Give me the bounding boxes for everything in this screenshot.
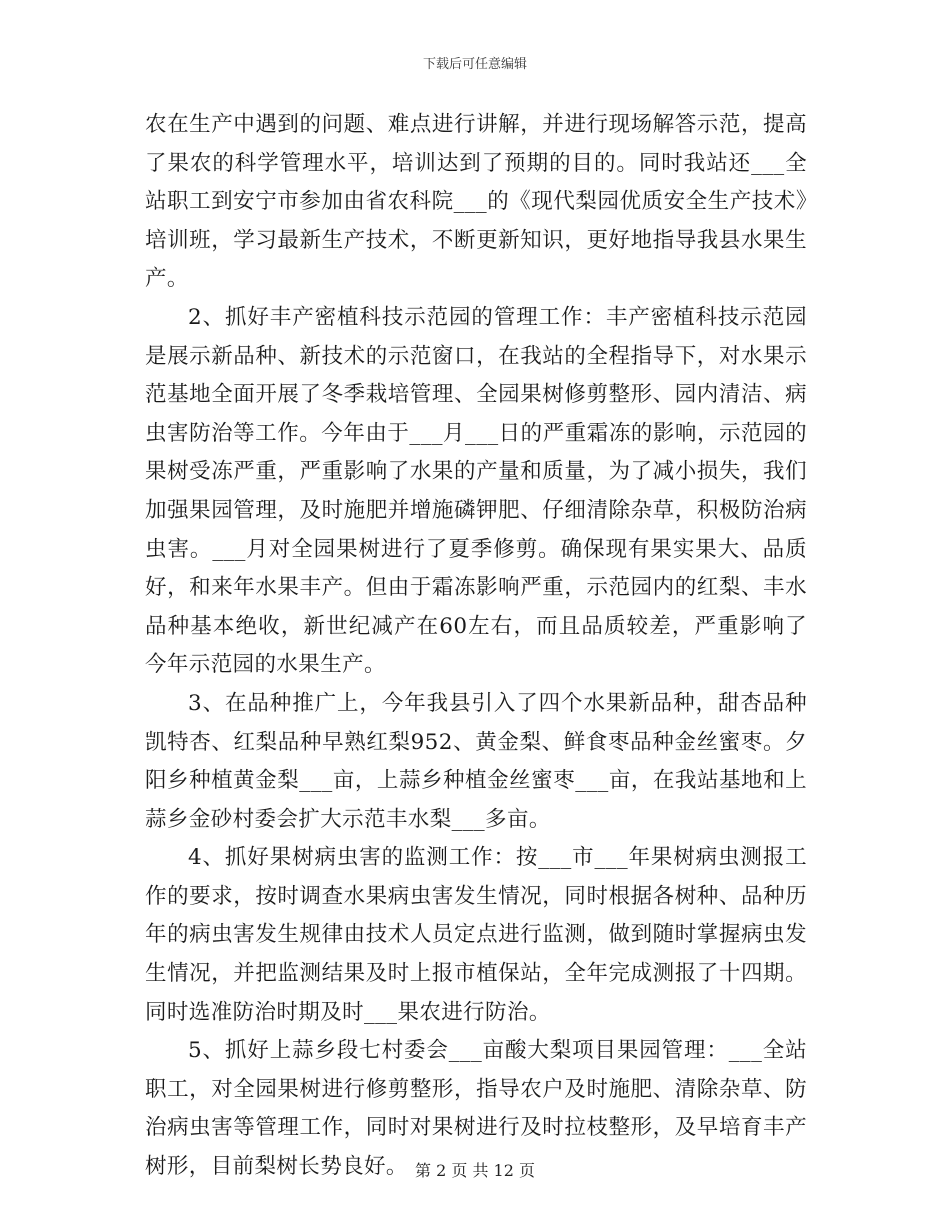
paragraph-continuation: 农在生产中遇到的问题、难点进行讲解，并进行现场解答示范，提高了果农的科学管理水平，培训达到了预期的目的。同时我站还___全站职工到安宁市参加由省农科院___的《现代梨园优质安全生产技术》培训班，学习最新生产技术，不断更新知识，更好地指导我县水果生产。: [145, 112, 807, 292]
paragraph-item-5: 5、抓好上蒜乡段七村委会___亩酸大梨项目果园管理：___全站职工，对全园果树进行修剪整形，指导农户及时施肥、清除杂草、防治病虫害等管理工作，同时对果树进行及时拉枝整形，及早培育丰产树形，目前梨树长势良好。: [145, 1038, 807, 1180]
paragraph-item-3: 3、在品种推广上，今年我县引入了四个水果新品种，甜杏品种凯特杏、红梨品种早熟红梨952、黄金梨、鲜食枣品种金丝蜜枣。夕阳乡种植黄金梨___亩，上蒜乡种植金丝蜜枣___亩，在我站基地和上蒜乡金砂村委会扩大示范丰水梨___多亩。: [145, 690, 807, 832]
paragraph-item-4: 4、抓好果树病虫害的监测工作：按___市___年果树病虫测报工作的要求，按时调查水果病虫害发生情况，同时根据各树种、品种历年的病虫害发生规律由技术人员定点进行监测，做到随时掌握病虫发生情况，并把监测结果及时上报市植保站，全年完成测报了十四期。同时选准防治时期及时___果农进行防治。: [145, 845, 807, 1025]
page-number-footer: 第 2 页 共 12 页: [415, 1161, 535, 1180]
paragraph-item-2: 2、抓好丰产密植科技示范园的管理工作：丰产密植科技示范园是展示新品种、新技术的示范窗口，在我站的全程指导下，对水果示范基地全面开展了冬季栽培管理、全园果树修剪整形、园内清洁、病虫害防治等工作。今年由于___月___日的严重霜冻的影响，示范园的果树受冻严重，严重影响了水果的产量和质量，为了减小损失，我们加强果园管理，及时施肥并增施磷钾肥、仔细清除杂草，积极防治病虫害。___月对全园果树进行了夏季修剪。确保现有果实果大、品质好，和来年水果丰产。但由于霜冻影响严重，示范园内的红梨、丰水品种基本绝收，新世纪减产在60左右，而且品质较差，严重影响了今年示范园的水果生产。: [145, 304, 807, 678]
page-header: 下载后可任意编辑: [422, 57, 527, 72]
document-body: [145, 106, 807, 1187]
